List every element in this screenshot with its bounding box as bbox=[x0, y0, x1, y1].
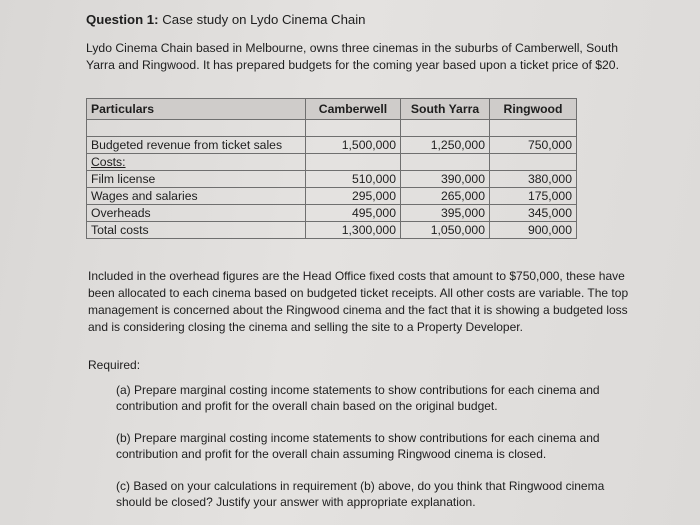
row-label: Wages and salaries bbox=[87, 188, 306, 205]
row-label: Overheads bbox=[87, 205, 306, 222]
cell-ringwood: 380,000 bbox=[490, 171, 577, 188]
cell-south-yarra: 395,000 bbox=[401, 205, 490, 222]
intro-paragraph: Lydo Cinema Chain based in Melbourne, owns three cinemas in the suburbs of Camberwell, South Yarra and Ringwood. It has prepared budgets for the coming year based upon a ticket price of $20. bbox=[86, 41, 619, 72]
required-label: Required: bbox=[88, 358, 141, 372]
requirement-a: (a) Prepare marginal costing income statements to show contributions for each cinema and contribution and profit for the overall chain based on the original budget. bbox=[116, 383, 600, 413]
cell-south-yarra: 1,250,000 bbox=[401, 137, 490, 154]
table-row-total bbox=[87, 222, 577, 239]
table-row bbox=[87, 205, 577, 222]
header-particulars: Particulars bbox=[87, 99, 306, 120]
costs-label: Costs: bbox=[91, 155, 126, 169]
table-row-costs-label bbox=[87, 154, 577, 171]
table-spacer-row bbox=[87, 120, 577, 137]
header-camberwell: Camberwell bbox=[306, 99, 401, 120]
cell-camberwell: 1,500,000 bbox=[306, 137, 401, 154]
row-label: Film license bbox=[87, 171, 306, 188]
header-south-yarra: South Yarra bbox=[401, 99, 490, 120]
cell-south-yarra: 265,000 bbox=[401, 188, 490, 205]
table-row bbox=[87, 171, 577, 188]
table-row bbox=[87, 188, 577, 205]
table-row-revenue bbox=[87, 137, 577, 154]
overhead-paragraph: Included in the overhead figures are the Head Office fixed costs that amount to $750,000, these have been allocated to each cinema based on budgeted ticket receipts. All other costs are variable. The top management is concerned about the Ringwood cinema and the fact that it is showing a budgeted loss and is considering closing the cinema and selling the site to a Property Developer. bbox=[88, 269, 629, 334]
question-heading bbox=[86, 12, 366, 27]
header-ringwood: Ringwood bbox=[490, 99, 577, 120]
cell-south-yarra: 1,050,000 bbox=[401, 222, 490, 239]
cell-camberwell: 495,000 bbox=[306, 205, 401, 222]
cell-ringwood: 900,000 bbox=[490, 222, 577, 239]
cell-camberwell: 295,000 bbox=[306, 188, 401, 205]
requirement-c: (c) Based on your calculations in requirement (b) above, do you think that Ringwood cinema should be closed? Justify your answer with appropriate explanation. bbox=[116, 479, 605, 509]
question-title: Case study on Lydo Cinema Chain bbox=[162, 12, 366, 27]
cell-camberwell: 1,300,000 bbox=[306, 222, 401, 239]
cell-south-yarra: 390,000 bbox=[401, 171, 490, 188]
table-header-row bbox=[87, 99, 577, 120]
row-label: Total costs bbox=[87, 222, 306, 239]
cell-ringwood: 750,000 bbox=[490, 137, 577, 154]
requirement-b: (b) Prepare marginal costing income statements to show contributions for each cinema and contribution and profit for the overall chain assuming Ringwood cinema is closed. bbox=[116, 431, 600, 461]
budget-table bbox=[86, 98, 577, 239]
question-number: Question 1: bbox=[86, 12, 159, 27]
row-label: Budgeted revenue from ticket sales bbox=[87, 137, 306, 154]
cell-ringwood: 345,000 bbox=[490, 205, 577, 222]
cell-camberwell: 510,000 bbox=[306, 171, 401, 188]
cell-ringwood: 175,000 bbox=[490, 188, 577, 205]
